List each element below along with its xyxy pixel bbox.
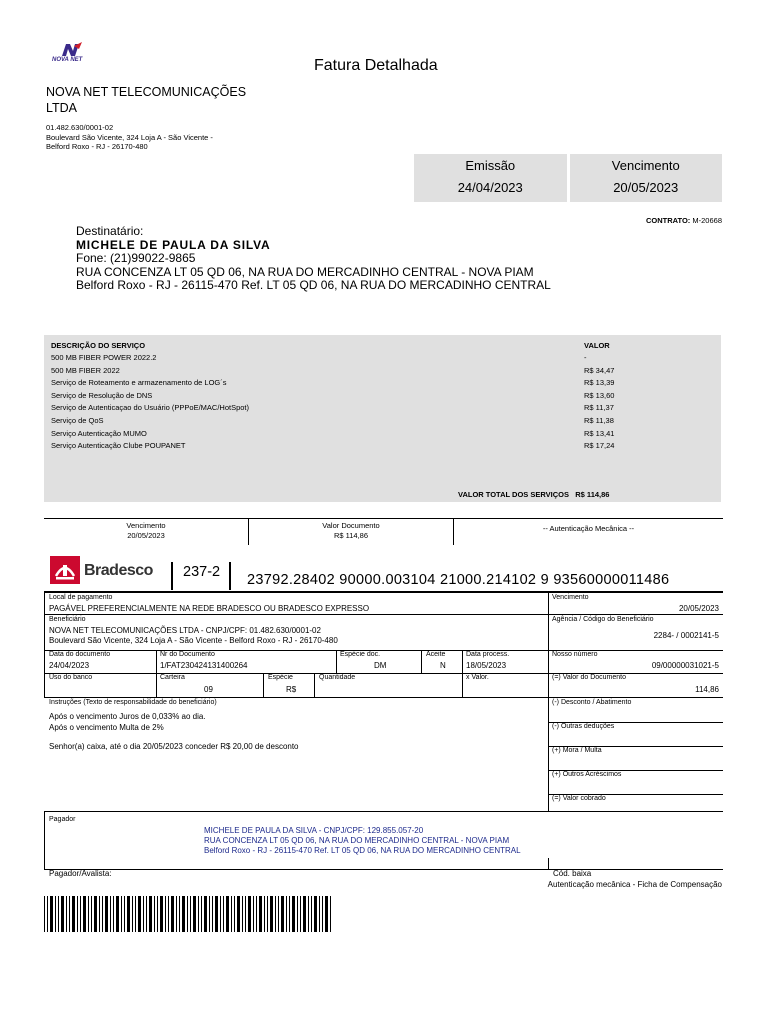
slip-due-date: 20/05/2023 (678, 604, 719, 613)
bank-code: 237-2 (171, 562, 231, 590)
service-value: R$ 13,41 (584, 428, 615, 438)
payer-address: RUA CONCENZA LT 05 QD 06, NA RUA DO MERCADINHO CENTRAL - NOVA PIAM (204, 836, 510, 845)
digitable-line: 23792.28402 90000.003104 21000.214102 9 93560000011486 (247, 572, 670, 588)
logo-text: NOVA NET (52, 57, 83, 63)
service-desc: Serviço de QoS (51, 416, 104, 425)
service-desc: Serviço de Roteamento e armazenamento de LOG´s (51, 378, 227, 388)
company-address: 01.482.630/0001-02 Boulevard São Vicente, 324 Loja A - São Vicente - Belford Roxo - RJ - 26170-480 (46, 123, 213, 151)
service-value: R$ 11,37 (584, 403, 614, 413)
payer-name: MICHELE DE PAULA DA SILVA - CNPJ/CPF: 129.855.057-20 (204, 826, 424, 835)
beneficiary-name: NOVA NET TELECOMUNICAÇÕES LTDA - CNPJ/CPF: 01.482.630/0001-02 (49, 626, 321, 635)
recipient-name: MICHELE DE PAULA DA SILVA (76, 237, 271, 252)
service-value: R$ 17,24 (584, 441, 615, 451)
services-table (44, 335, 721, 502)
due-date-cell: Vencimento 20/05/2023 (570, 154, 723, 202)
contract-number: CONTRATO: M-20668 (645, 216, 722, 225)
payment-slip: Local de pagamento PAGÁVEL PREFERENCIALMENTE NA REDE BRADESCO OU BRADESCO EXPRESSO Vencimento 20/05/2023 Beneficiário NOVA NET TELECOMUNICAÇÕES LTDA - CNPJ/CPF: 01.482.630/0001-02 Boulevard São Vicente, 324 Loja A - São Vicente - Belford Roxo - RJ - 26170-480 Agência / Código do Beneficiário 2284- / 0002141-5 Data do documento 24/04/2023 Nr do Documento 1/FAT230424131400264 Espécie doc. DM Aceite N Data process. 18/05/2023 Nosso número 09/00000031021-5 Uso do banco Carteira 09 Espécie R$ Quantidade x Valor. (=) Valor do Documento 114,86 Instruções (Texto de responsabilidade do beneficiário) Após o vencimento Juros de 0,033% ao dia. Após o vencimento Multa de 2% Senhor(a) caixa, até o dia 20/05/2023 conceder R$ 20,00 de desconto (-) Desconto / Abatimento (-) Outras deduções (+) Mora / Multa (+) Outros Acréscimos (=) Valor cobrado Pagador MICHELE DE PAULA DA SILVA - CNPJ/CPF: 129.855.057-20 RUA CONCENZA LT 05 QD 06, NA RUA DO MERCADINHO CENTRAL - NOVA PIAM Belford Roxo - RJ - 26115-470 Ref. LT 05 QD 06, NA RUA DO MERCADINHO CENTRAL Pagador/Avalista: Cód. baixa (44, 591, 723, 883)
instruction-line: Após o vencimento Juros de 0,033% ao dia. (49, 712, 206, 721)
instruction-line: Após o vencimento Multa de 2% (49, 723, 164, 732)
service-desc: 500 MB FIBER POWER 2022.2 (51, 353, 157, 362)
instruction-line: Senhor(a) caixa, até o dia 20/05/2023 conceder R$ 20,00 de desconto (49, 742, 299, 751)
payer-address: Belford Roxo - RJ - 26115-470 Ref. LT 05 QD 06, NA RUA DO MERCADINHO CENTRAL (204, 846, 521, 855)
page-title: Fatura Detalhada (314, 57, 438, 74)
services-header-value: VALOR (584, 341, 610, 350)
bradesco-logo-icon (50, 556, 80, 584)
our-number: 09/00000031021-5 (651, 661, 719, 670)
services-header-desc: DESCRIÇÃO DO SERVIÇO (51, 341, 146, 350)
bank-name: Bradesco (84, 562, 153, 579)
recipient-block: Destinatário: MICHELE DE PAULA DA SILVA Fone: (21)99022-9865 RUA CONCENZA LT 05 QD 06, NA RUA DO MERCADINHO CENTRAL - NOVA PIAM Belford Roxo - RJ - 26115-470 Ref. LT 05 QD 06, NA RUA DO MERCADINHO CENTRAL (76, 224, 551, 292)
agency-code: 2284- / 0002141-5 (653, 631, 719, 640)
service-value: - (584, 353, 587, 362)
company-name: NOVA NET TELECOMUNICAÇÕES LTDA (46, 85, 247, 115)
service-value: R$ 34,47 (584, 365, 615, 375)
barcode (44, 896, 333, 932)
dates-box (414, 154, 722, 202)
issue-date-cell: Emissão 24/04/2023 (414, 154, 567, 202)
payment-place: PAGÁVEL PREFERENCIALMENTE NA REDE BRADESCO OU BRADESCO EXPRESSO (49, 604, 370, 613)
service-desc: Serviço de Resolução de DNS (51, 390, 153, 400)
service-desc: Serviço Autenticação MUMO (51, 428, 147, 438)
service-desc: Serviço de Autenticaçao do Usuário (PPPoE/MAC/HotSpot) (51, 403, 250, 413)
service-desc: 500 MB FIBER 2022 (51, 365, 120, 375)
beneficiary-address: Boulevard São Vicente, 324 Loja A - São Vicente - Belford Roxo - RJ - 26170-480 (49, 636, 338, 645)
service-value: R$ 11,38 (584, 416, 614, 425)
receipt-stub: Vencimento 20/05/2023 Valor Documento R$ 114,86 -- Autenticação Mecânica -- (44, 518, 723, 545)
document-value: 114,86 (695, 685, 719, 694)
services-total: VALOR TOTAL DOS SERVIÇOS R$ 114,86 (458, 490, 610, 499)
service-desc: Serviço Autenticação Clube POUPANET (51, 441, 186, 451)
service-value: R$ 13,60 (584, 390, 615, 400)
doc-number: 1/FAT230424131400264 (160, 661, 248, 670)
compensation-footer: Autenticação mecânica - Ficha de Compensação (547, 880, 722, 889)
service-value: R$ 13,39 (584, 378, 615, 388)
